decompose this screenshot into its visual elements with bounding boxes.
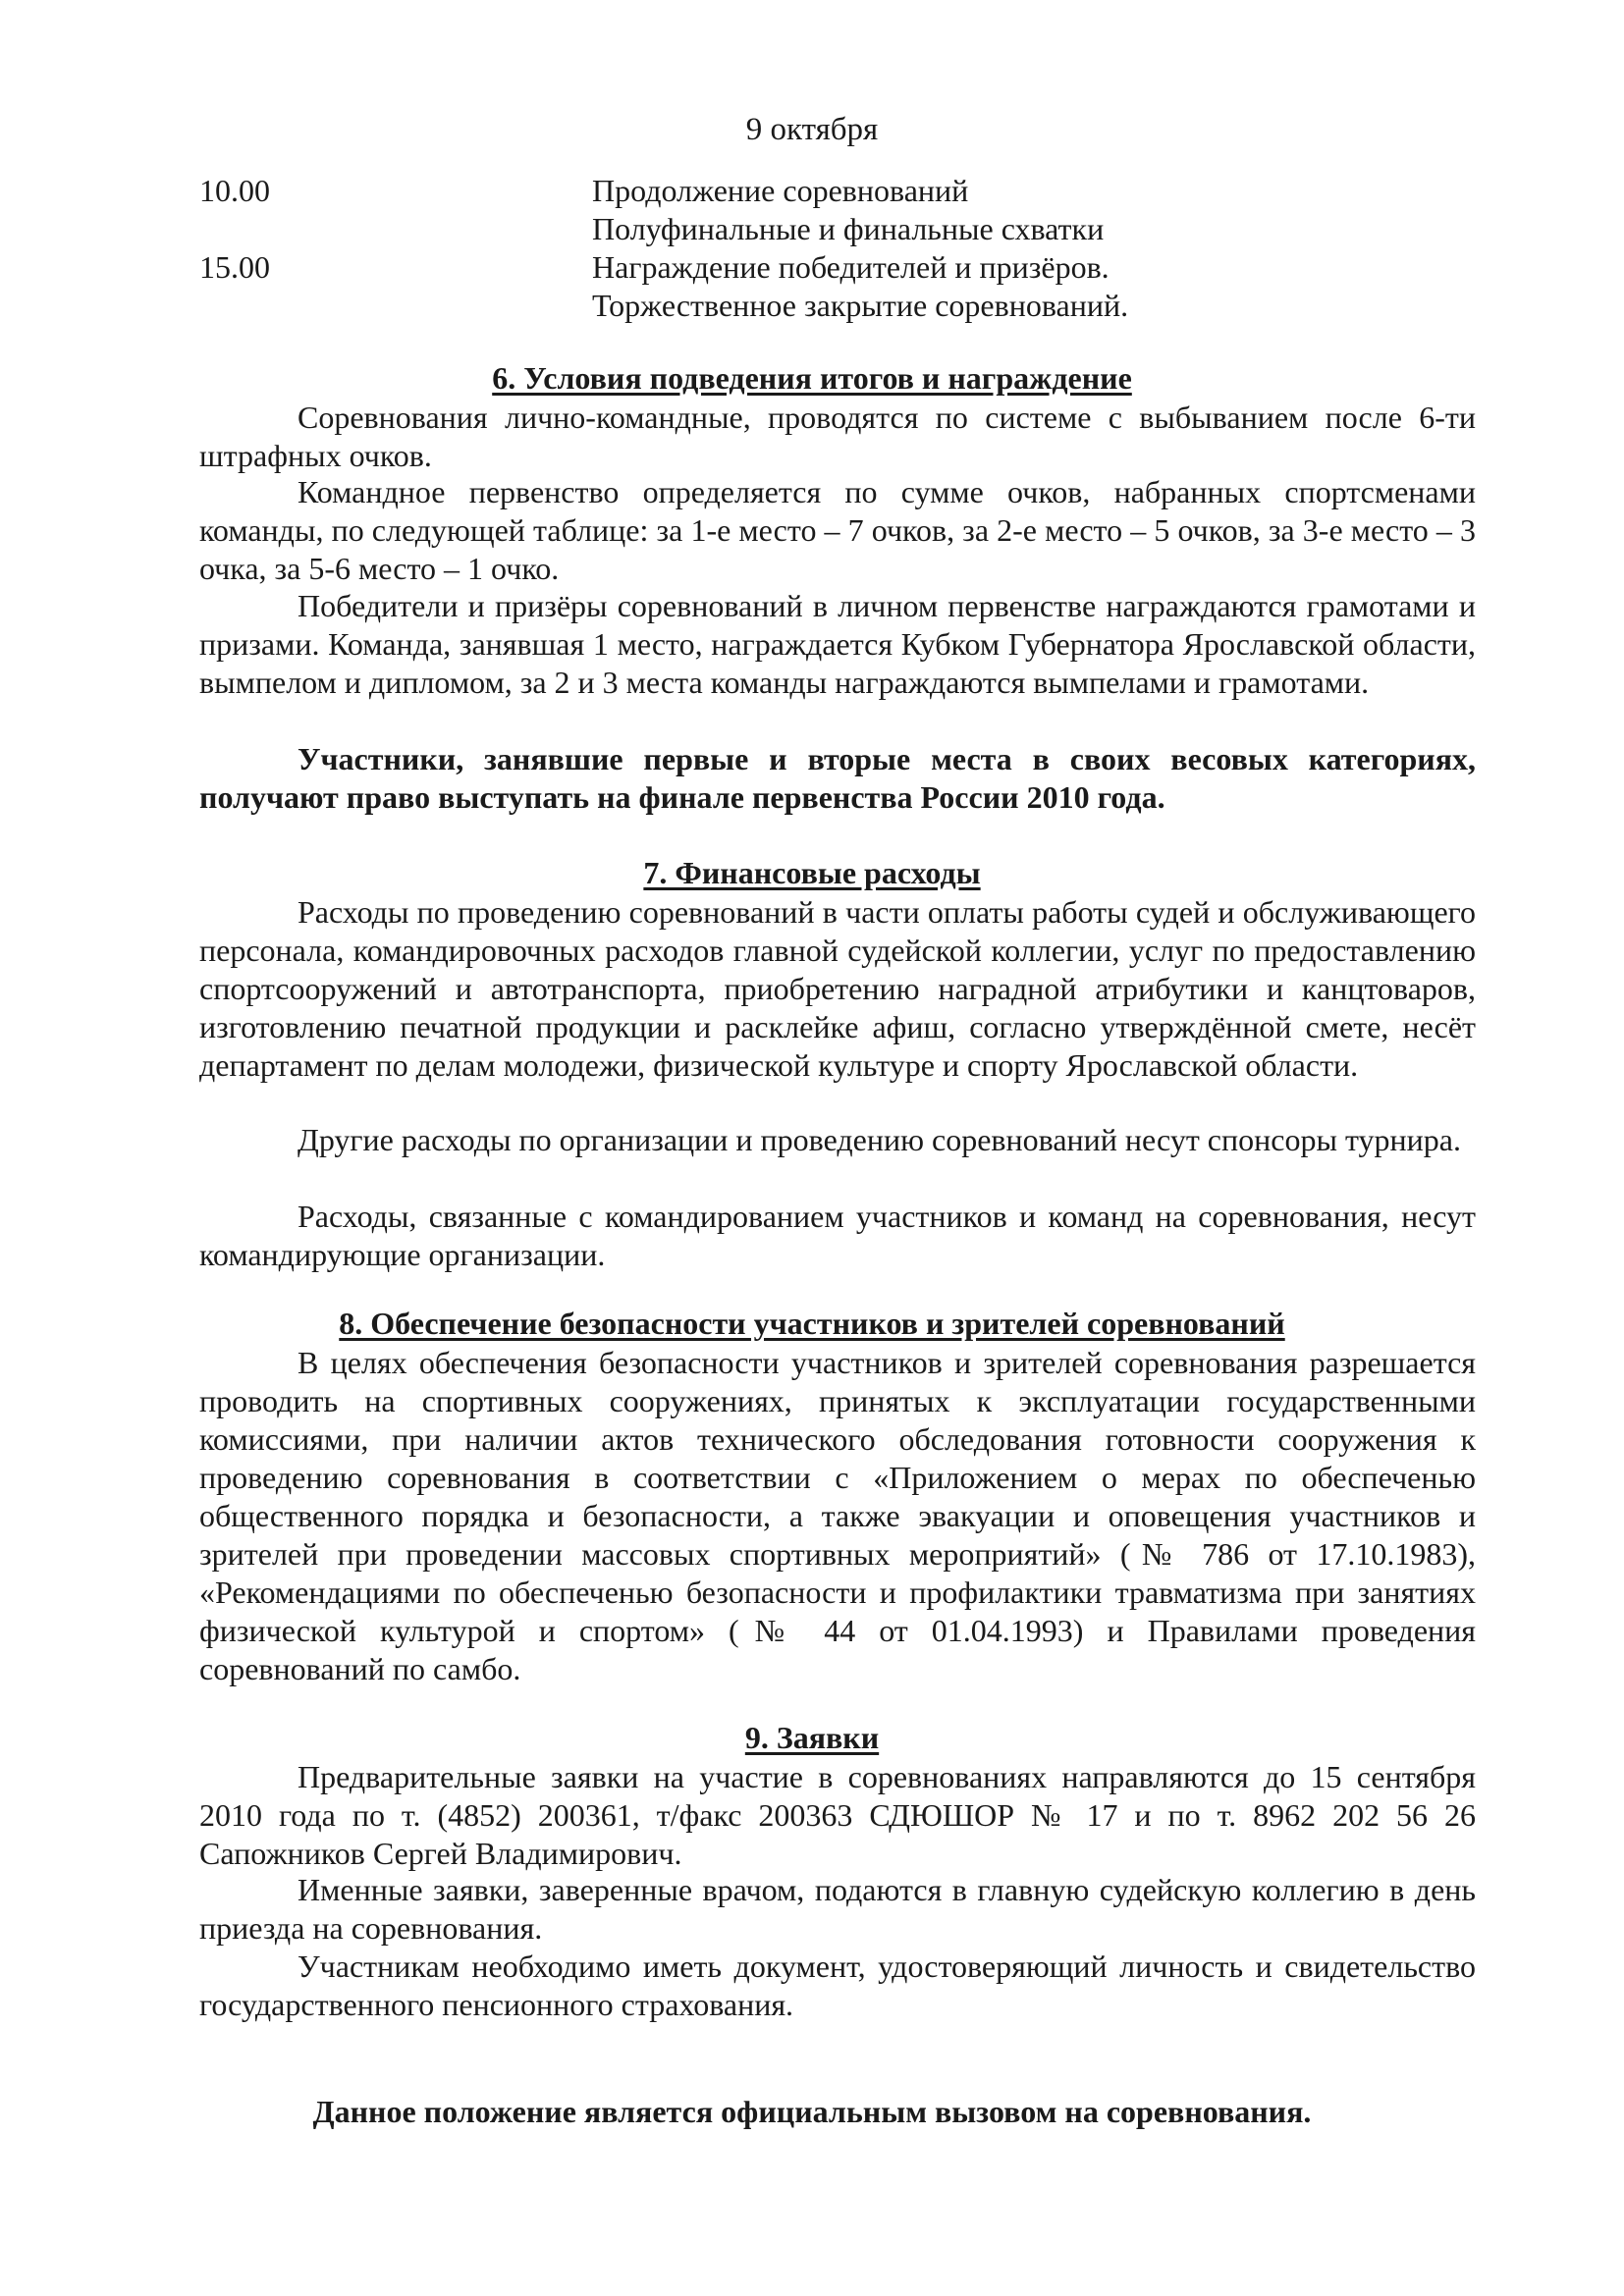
section-8-title: 8. Обеспечение безопасности участников и зрителей соревнований [339, 1306, 1285, 1341]
date-heading: 9 октября [745, 112, 879, 147]
schedule-event: Торжественное закрытие соревнований. [592, 288, 1129, 323]
section-9-paragraph: Именные заявки, заверенные врачом, подаются в главную судейскую коллегию в день приезда на соревнования. [199, 1872, 1476, 1946]
section-7-paragraph: Расходы по проведению соревнований в части оплаты работы судей и обслуживающего персонала, командировочных расходов главной судейской коллегии, услуг по предоставлению спортсооружений и автотранспорта, приобретению наградной атрибутики и канцтоваров, изготовлению печатной продукции и расклейке афиш, согласно утверждённой смете, несёт департамент по делам молодежи, физической культуре и спорту Ярославской области. [199, 894, 1476, 1083]
section-7-paragraph: Другие расходы по организации и проведению соревнований несут спонсоры турнира. [298, 1122, 1461, 1157]
schedule-time: 10.00 [199, 173, 270, 208]
section-8-paragraph: В целях обеспечения безопасности участников и зрителей соревнования разрешается проводить на спортивных сооружениях, принятых к эксплуатации государственными комиссиями, при наличии актов технического обследования готовности сооружения к проведению соревнования в соответствии с «Приложением о мерах по обеспеченью общественного порядка и безопасности, а также эвакуации и оповещения участников и зрителей при проведении массовых спортивных мероприятий» (№ 786 от 17.10.1983), «Рекомендациями по обеспеченью безопасности и профилактики травматизма при занятиях физической культурой и спортом» (№ 44 от 01.04.1993) и Правилами проведения соревнований по самбо. [199, 1345, 1476, 1686]
schedule-event: Продолжение соревнований [592, 173, 969, 208]
schedule-event: Награждение победителей и призёров. [592, 249, 1110, 285]
closing-statement: Данное положение является официальным вызовом на соревнования. [312, 2094, 1312, 2129]
section-6-paragraph: Соревнования лично-командные, проводятся по системе с выбыванием после 6-ти штрафных очков. [199, 400, 1476, 473]
section-6-paragraph: Победители и призёры соревнований в личном первенстве награждаются грамотами и призами. Команда, занявшая 1 место, награждается Кубком Губернатора Ярославской области, вымпелом и дипломом, за 2 и 3 места команды награждаются вымпелами и грамотами. [199, 588, 1476, 700]
section-8-heading [0, 1306, 1624, 1342]
section-7-heading [0, 855, 1624, 891]
section-7-paragraph: Расходы, связанные с командированием участников и команд на соревнования, несут командирующие организации. [199, 1199, 1476, 1272]
section-6-title: 6. Условия подведения итогов и награждение [492, 360, 1132, 396]
section-6-paragraph: Командное первенство определяется по сумме очков, набранных спортсменами команды, по следующей таблице: за 1-е место – 7 очков, за 2-е место – 5 очков, за 3-е место – 3 очка, за 5-6 место – 1 очко. [199, 474, 1476, 586]
section-6-heading [0, 360, 1624, 397]
section-9-paragraph: Участникам необходимо иметь документ, удостоверяющий личность и свидетельство государственного пенсионного страхования. [199, 1949, 1476, 2022]
schedule [199, 172, 1476, 329]
section-9-title: 9. Заявки [744, 1720, 880, 1755]
section-6-bold-paragraph: Участники, занявшие первые и вторые места в своих весовых категориях, получают право выступать на финале первенства России 2010 года. [199, 741, 1476, 815]
section-9-heading [0, 1720, 1624, 1756]
section-7-title: 7. Финансовые расходы [643, 855, 981, 890]
schedule-time: 15.00 [199, 249, 270, 285]
section-9-paragraph: Предварительные заявки на участие в соревнованиях направляются до 15 сентября 2010 года по т. (4852) 200361, т/факс 200363 СДЮШОР № 17 и по т. 8962 202 56 26 Сапожников Сергей Владимирович. [199, 1759, 1476, 1871]
schedule-event: Полуфинальные и финальные схватки [592, 211, 1105, 246]
